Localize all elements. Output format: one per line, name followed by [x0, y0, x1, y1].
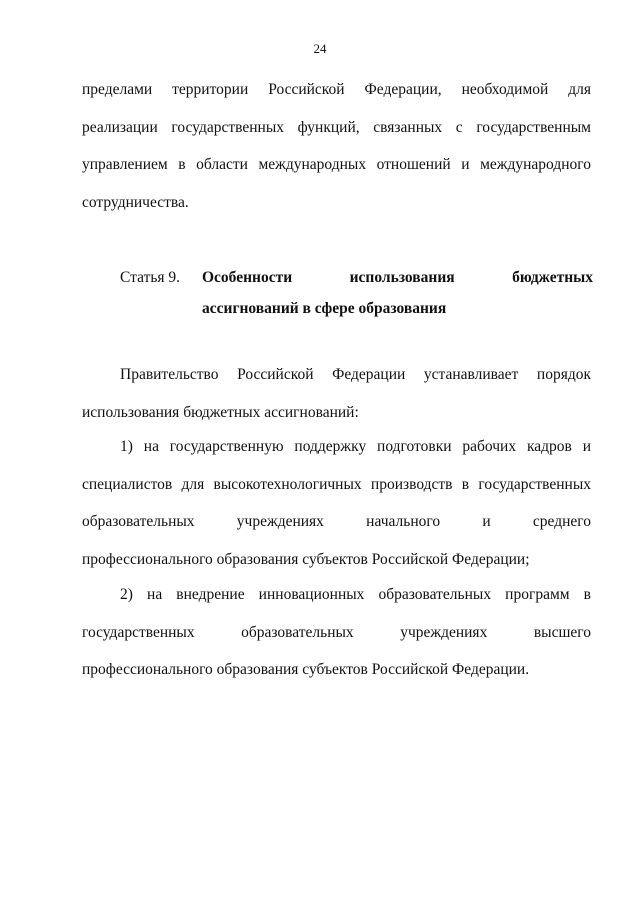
continuation-line-3: управлением в области международных отношений и международного — [82, 156, 591, 173]
page-number: 24 — [313, 41, 327, 56]
item2-line-3: профессионального образования субъектов Российской Федерации. — [82, 661, 530, 678]
intro-paragraph — [82, 356, 591, 431]
article-title — [202, 262, 593, 324]
item1-line-4: профессионального образования субъектов Российской Федерации; — [82, 550, 530, 568]
item1-line-3: образовательных учреждениях начального и среднего — [82, 513, 591, 530]
item1-line-1: 1) на государственную поддержку подготовки рабочих кадров и — [120, 438, 591, 455]
list-item-1 — [82, 428, 591, 578]
article-title-line-1: Особенности использования бюджетных — [202, 269, 593, 286]
article-title-line-2: ассигнований в сфере образования — [202, 300, 447, 317]
continuation-line-4: сотрудничества. — [82, 193, 189, 211]
intro-line-2: использования бюджетных ассигнований: — [82, 403, 359, 421]
item2-line-1: 2) на внедрение инновационных образовательных программ в — [120, 586, 591, 603]
item2-line-2: государственных образовательных учреждениях высшего — [82, 623, 591, 641]
article-label: Статья 9. — [120, 269, 181, 286]
continuation-line-2: реализации государственных функций, связанных с государственным — [82, 118, 591, 136]
item1-line-2: специалистов для высокотехнологичных производств в государственных — [82, 475, 591, 493]
list-item-2 — [82, 576, 591, 689]
continuation-line-1: пределами территории Российской Федерации, необходимой для — [82, 81, 591, 98]
continuation-paragraph — [82, 71, 591, 221]
intro-line-1: Правительство Российской Федерации устанавливает порядок — [120, 366, 591, 383]
